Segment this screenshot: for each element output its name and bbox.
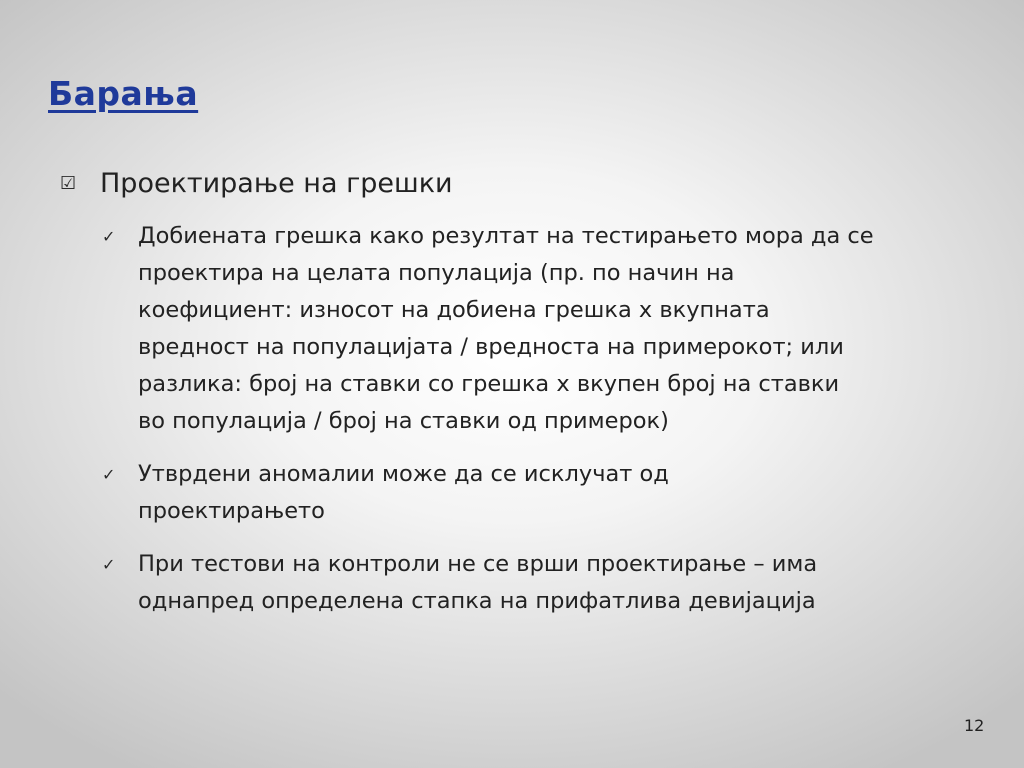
sub-bullet — [102, 456, 960, 530]
text-line: разлика: број на ставки со грешка х вкупен број на ставки — [138, 371, 840, 397]
sub-bullet-text — [138, 218, 938, 440]
sub-bullet-text — [138, 456, 938, 530]
main-bullet-text: Проектирање на грешки — [100, 168, 453, 199]
slide-title: Барања — [48, 74, 199, 113]
text-line: однапред определена стапка на прифатлива девијација — [138, 588, 816, 614]
checkmark-icon: ✓ — [102, 465, 116, 484]
sub-bullet — [102, 218, 960, 440]
text-line: во популација / број на ставки од примерок) — [138, 408, 669, 434]
text-line: проектирањето — [138, 498, 325, 524]
checkbox-icon: ☑ — [60, 173, 77, 194]
main-bullet — [60, 164, 960, 204]
checkmark-icon: ✓ — [102, 227, 116, 246]
sub-bullet — [102, 546, 960, 620]
text-line: Добиената грешка како резултат на тестирањето мора да се — [138, 223, 874, 249]
page-number: 12 — [964, 716, 985, 735]
text-line: коефициент: износот на добиена грешка х вкупната — [138, 297, 770, 323]
text-line: При тестови на контроли не се врши проектирање – има — [138, 551, 818, 577]
text-line: Утврдени аномалии може да се исклучат од — [138, 461, 669, 487]
sub-bullet-list — [102, 218, 960, 620]
checkmark-icon: ✓ — [102, 555, 116, 574]
text-line: вредност на популацијата / вредноста на примерокот; или — [138, 334, 844, 360]
text-line: проектира на целата популација (пр. по начин на — [138, 260, 735, 286]
sub-bullet-text — [138, 546, 938, 620]
slide-content — [60, 164, 960, 636]
